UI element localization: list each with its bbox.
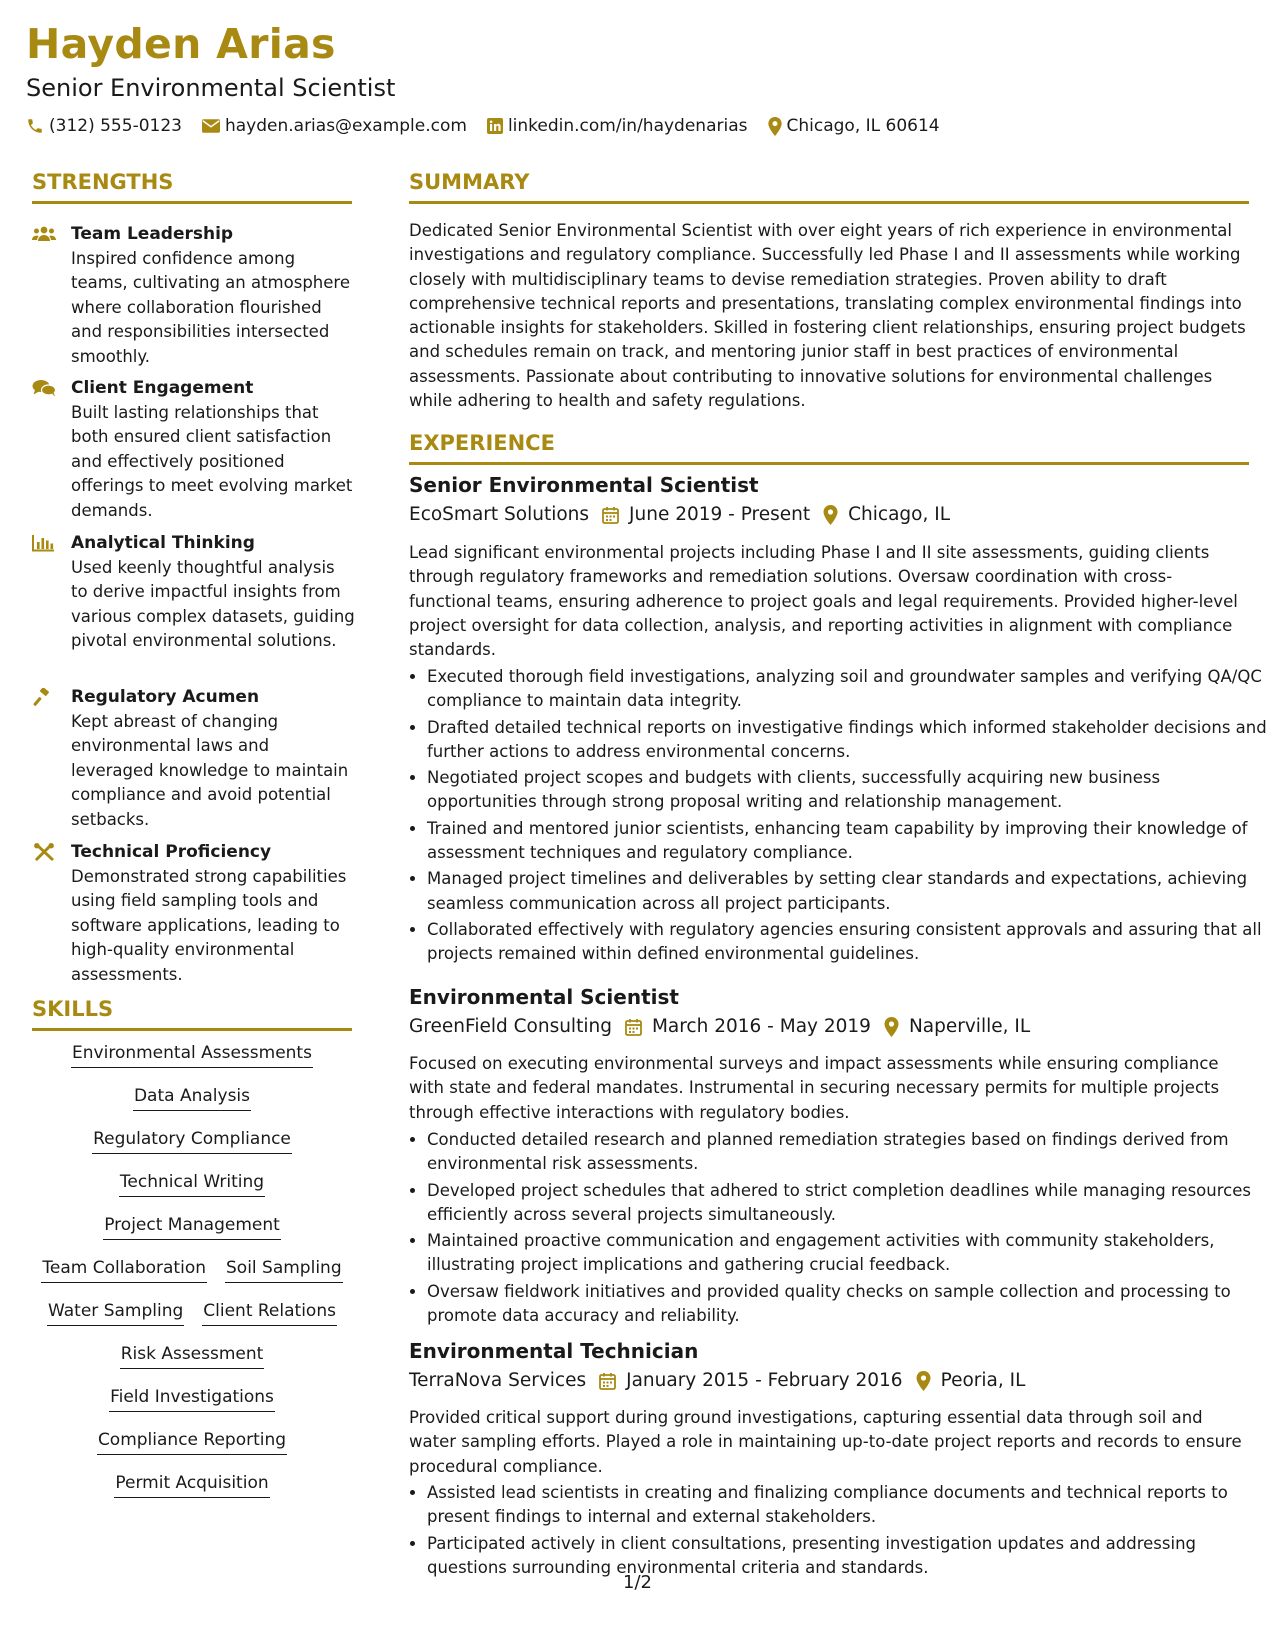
- contact-bar: [26, 113, 960, 139]
- job-title: Senior Environmental Scientist: [409, 473, 759, 497]
- strengths-heading: STRENGTHS: [32, 170, 352, 204]
- summary-text: Dedicated Senior Environmental Scientist with over eight years of rich experience in environmental investigations and regulatory compliance. Successfully led Phase I and II assessments while working closely with multidisciplinary teams to devise remediation strategies. Proven ability to draft comprehensive technical reports and presentations, translating complex environmental findings into actionable insights for stakeholders. Skilled in fostering client relationships, ensuring project budgets and schedules remain on track, and mentoring junior staff in best practices of environmental assessments. Passionate about contributing to innovative solutions for environmental challenges while adhering to health and safety regulations.: [409, 221, 1246, 411]
- tools-icon: [32, 843, 56, 861]
- list-item: • Drafted detailed technical reports on investigative findings which informed stakeholder decisions and further actions to address environmental concerns.: [427, 716, 1267, 765]
- skill-row: [32, 1386, 352, 1412]
- list-item: • Executed thorough field investigations, analyzing soil and groundwater samples and verifying QA/QC compliance to maintain data integrity.: [427, 665, 1267, 714]
- gavel-icon: [32, 688, 56, 706]
- list-item: • Negotiated project scopes and budgets with clients, successfully acquiring new business opportunities through strong proposal writing and relationship management.: [427, 766, 1267, 815]
- skill-tag: Team Collaboration: [41, 1257, 207, 1283]
- skill-tag: Client Relations: [202, 1300, 337, 1326]
- skill-tag: Field Investigations: [109, 1386, 275, 1412]
- job-dates: January 2015 - February 2016: [626, 1370, 903, 1391]
- job-bullets: [409, 1481, 1267, 1582]
- candidate-title: Senior Environmental Scientist: [26, 74, 396, 102]
- users-icon: [32, 225, 56, 243]
- contact-linkedin[interactable]: [487, 116, 748, 136]
- skill-tag: Water Sampling: [47, 1300, 184, 1326]
- list-item: • Collaborated effectively with regulatory agencies ensuring consistent approvals and assuring that all projects remained within defined environmental guidelines.: [427, 918, 1267, 967]
- skill-row: [32, 1214, 352, 1240]
- list-item: • Conducted detailed research and planned remediation strategies based on findings derived from environmental risk assessments.: [427, 1128, 1267, 1177]
- skill-row: [32, 1472, 352, 1498]
- job-company: TerraNova Services: [409, 1370, 587, 1391]
- skill-row: [32, 1343, 352, 1369]
- phone-icon: [26, 117, 44, 135]
- skill-row: [32, 1300, 352, 1326]
- job-bullets: [409, 1128, 1267, 1330]
- list-item: • Oversaw fieldwork initiatives and provided quality checks on sample collection and processing to promote data accuracy and reliability.: [427, 1280, 1267, 1329]
- job-meta: [409, 504, 950, 526]
- experience-heading: EXPERIENCE: [409, 431, 1249, 465]
- strength-description: Inspired confidence among teams, cultivating an atmosphere where collaboration flourished and responsibilities intersected smoothly.: [71, 249, 350, 366]
- job-location: Chicago, IL: [848, 504, 951, 525]
- strength-title: Regulatory Acumen: [71, 687, 260, 707]
- job-bullets: [409, 665, 1267, 969]
- skill-tag: Risk Assessment: [120, 1343, 265, 1369]
- skill-row: [32, 1257, 352, 1283]
- calendar-icon: [599, 1372, 616, 1390]
- strength-description: Demonstrated strong capabilities using field sampling tools and software applications, leading to high-quality environmental assessments.: [71, 867, 347, 984]
- calendar-icon: [602, 506, 619, 524]
- calendar-icon: [625, 1018, 642, 1036]
- skill-tag: Technical Writing: [119, 1171, 265, 1197]
- contact-email[interactable]: [202, 116, 467, 136]
- contact-email-text[interactable]: hayden.arias@example.com: [224, 116, 467, 136]
- skill-row: [32, 1128, 352, 1154]
- strength-title: Client Engagement: [71, 378, 254, 398]
- contact-phone-text: (312) 555-0123: [49, 116, 182, 136]
- skills-heading: SKILLS: [32, 997, 352, 1031]
- job-description: Provided critical support during ground investigations, capturing essential data through soil and water sampling efforts. Played a role in maintaining up-to-date project reports and records to ensure procedural compliance.: [409, 1408, 1242, 1476]
- contact-linkedin-text[interactable]: linkedin.com/in/haydenarias: [507, 116, 748, 136]
- list-item: • Maintained proactive communication and engagement activities with community stakeholders, illustrating project implications and gathering crucial feedback.: [427, 1229, 1267, 1278]
- candidate-name: Hayden Arias: [26, 20, 336, 68]
- job-meta: [409, 1370, 1025, 1392]
- skill-tag: Environmental Assessments: [71, 1042, 313, 1068]
- job-description: Focused on executing environmental surveys and impact assessments while ensuring compliance with state and federal mandates. Instrumental in securing necessary permits for multiple projects through effective interactions with regulatory bodies.: [409, 1054, 1220, 1122]
- envelope-icon: [202, 119, 220, 133]
- location-pin-icon: [768, 117, 782, 136]
- strength-description: Kept abreast of changing environmental laws and leveraged knowledge to maintain compliance and avoid potential setbacks.: [71, 712, 349, 829]
- list-item: • Participated actively in client consultations, presenting investigation updates and addressing questions surrounding environmental criteria and standards.: [427, 1532, 1267, 1581]
- job-company: EcoSmart Solutions: [409, 504, 590, 525]
- strength-title: Technical Proficiency: [71, 842, 272, 862]
- strength-description: Used keenly thoughtful analysis to derive impactful insights from various complex datasets, guiding pivotal environmental solutions.: [71, 558, 355, 651]
- linkedin-icon: [487, 118, 503, 134]
- skill-row: [32, 1171, 352, 1197]
- job-title: Environmental Technician: [409, 1339, 699, 1363]
- strength-description: Built lasting relationships that both ensured client satisfaction and effectively positioned offerings to meet evolving market demands.: [71, 403, 353, 520]
- job-title: Environmental Scientist: [409, 985, 679, 1009]
- job-location: Peoria, IL: [940, 1370, 1026, 1391]
- list-item: • Assisted lead scientists in creating and finalizing compliance documents and technical reports to present findings to internal and external stakeholders.: [427, 1481, 1267, 1530]
- skill-tag: Regulatory Compliance: [92, 1128, 292, 1154]
- job-company: GreenField Consulting: [409, 1016, 612, 1037]
- list-item: • Managed project timelines and deliverables by setting clear standards and expectations, achieving seamless communication across all project participants.: [427, 867, 1267, 916]
- job-meta: [409, 1016, 1030, 1038]
- skill-row: [32, 1042, 352, 1068]
- skill-tag: Soil Sampling: [225, 1257, 343, 1283]
- chat-bubbles-icon: [32, 379, 56, 397]
- strength-title: Team Leadership: [71, 224, 234, 244]
- contact-location-text: Chicago, IL 60614: [786, 116, 940, 136]
- skill-row: [32, 1085, 352, 1111]
- list-item: • Developed project schedules that adhered to strict completion deadlines while managing resources efficiently across several projects simultaneously.: [427, 1179, 1267, 1228]
- job-description: Lead significant environmental projects including Phase I and II site assessments, guiding clients through regulatory frameworks and remediation solutions. Oversaw coordination with cross-functional teams, ensuring adherence to project goals and legal requirements. Provided higher-level project oversight for data collection, analysis, and reporting activities in alignment with compliance standards.: [409, 543, 1238, 660]
- skill-tag: Data Analysis: [133, 1085, 251, 1111]
- skill-row: [32, 1429, 352, 1455]
- skill-tag: Permit Acquisition: [114, 1472, 269, 1498]
- location-pin-icon: [884, 1017, 899, 1037]
- page-number: 1/2: [623, 1572, 652, 1593]
- skill-tag: Compliance Reporting: [97, 1429, 287, 1455]
- job-dates: March 2016 - May 2019: [651, 1016, 871, 1037]
- bar-chart-icon: [32, 534, 56, 552]
- summary-heading: SUMMARY: [409, 170, 1249, 204]
- contact-phone: [26, 116, 182, 136]
- location-pin-icon: [916, 1371, 931, 1391]
- job-location: Naperville, IL: [908, 1016, 1031, 1037]
- list-item: • Trained and mentored junior scientists, enhancing team capability by improving their knowledge of assessment techniques and regulatory compliance.: [427, 817, 1267, 866]
- skill-tag: Project Management: [103, 1214, 281, 1240]
- job-dates: June 2019 - Present: [629, 504, 811, 525]
- strength-title: Analytical Thinking: [71, 533, 255, 553]
- location-pin-icon: [823, 505, 838, 525]
- contact-location: [768, 116, 940, 136]
